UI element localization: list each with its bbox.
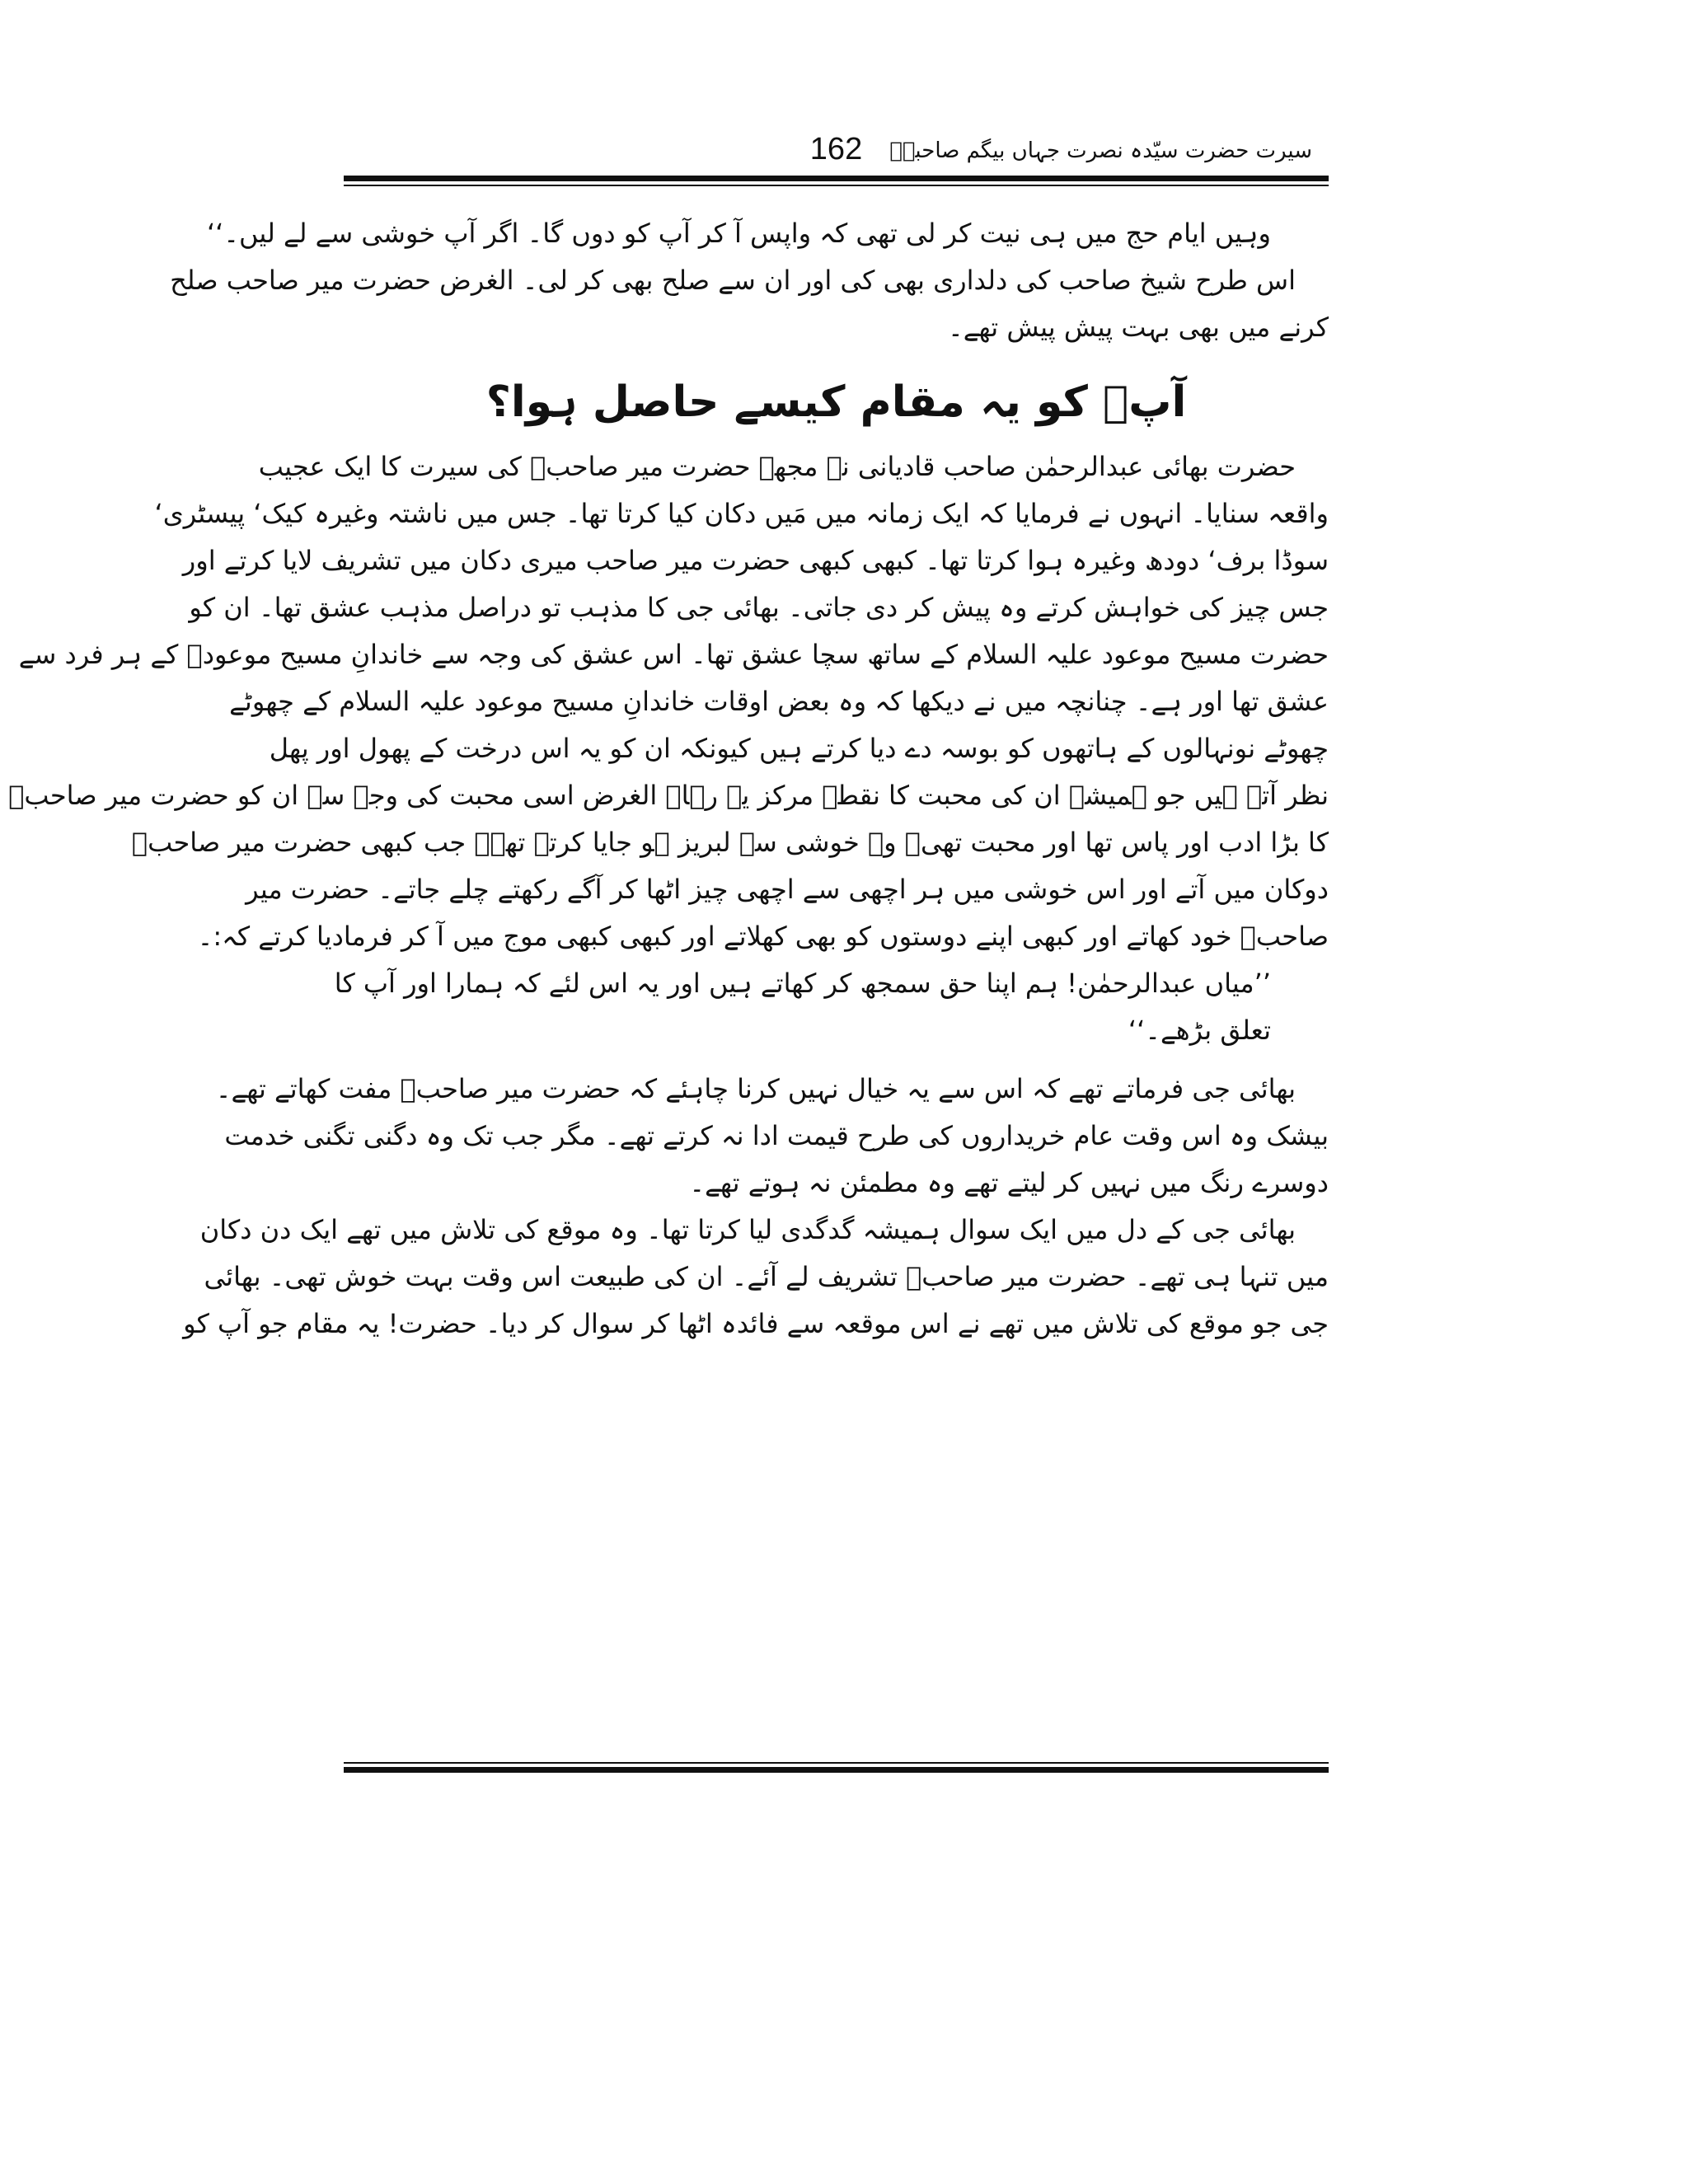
text-line: نظر آتے ہیں جو ہمیشہ ان کی محبت کا نقطہ مرکز یہ رہا۔ الغرض اسی محبت کی وجہ سے ان کو حضرت میر صاحبؓ [8,780,1329,811]
text-line: وہیں ایام حج میں ہی نیت کر لی تھی کہ واپس آ کر آپ کو دوں گا۔ اگر آپ خوشی سے لے لیں۔‘‘ [206,218,1271,249]
header-rule [344,176,1329,186]
text-line: بھائی جی کے دل میں ایک سوال ہمیشہ گدگدی لیا کرتا تھا۔ وہ موقع کی تلاش میں تھے ایک دن دکان [199,1214,1296,1245]
text-line: بھائی جی فرماتے تھے کہ اس سے یہ خیال نہیں کرنا چاہئے کہ حضرت میر صاحبؓ مفت کھاتے تھے۔ [215,1073,1296,1104]
text-line: حضرت مسیح موعود علیہ السلام کے ساتھ سچا عشق تھا۔ اس عشق کی وجہ سے خاندانِ مسیح موعودؑ کے ہر فرد سے [18,639,1329,670]
text-line: جس چیز کی خواہش کرتے وہ پیش کر دی جاتی۔ بھائی جی کا مذہب تو دراصل مذہب عشق تھا۔ ان کو [189,592,1329,623]
text-line: دوکان میں آتے اور اس خوشی میں ہر اچھی سے اچھی چیز اٹھا کر آگے رکھتے چلے جاتے۔ حضرت میر [246,874,1329,905]
page-body [8,210,1329,1347]
text-line: عشق تھا اور ہے۔ چنانچہ میں نے دیکھا کہ وہ بعض اوقات خاندانِ مسیح موعود علیہ السلام کے چھوٹے [229,686,1329,717]
text-line: جی جو موقع کی تلاش میں تھے نے اس موقعہ سے فائدہ اٹھا کر سوال کر دیا۔ حضرت! یہ مقام جو آپ کو [183,1308,1329,1339]
text-line: دوسرے رنگ میں نہیں کر لیتے تھے وہ مطمئن نہ ہوتے تھے۔ [689,1167,1329,1198]
text-line: کرنے میں بھی بہت پیش پیش تھے۔ [947,312,1329,343]
text-line: بیشک وہ اس وقت عام خریداروں کی طرح قیمت ادا نہ کرتے تھے۔ مگر جب تک وہ دگنی تگنی خدمت [224,1120,1329,1151]
text-line: میں تنہا ہی تھے۔ حضرت میر صاحبؓ تشریف لے آئے۔ ان کی طبیعت اس وقت بہت خوش تھی۔ بھائی [204,1261,1329,1292]
text-line: حضرت بھائی عبدالرحمٰن صاحب قادیانی نے مجھے حضرت میر صاحبؓ کی سیرت کا ایک عجیب [258,451,1296,482]
quote-line: تعلق بڑھے۔‘‘ [1128,1015,1271,1046]
section-heading: آپؓ کو یہ مقام کیسے حاصل ہوا؟ [485,377,1187,427]
text-line: صاحبؓ خود کھاتے اور کبھی اپنے دوستوں کو بھی کھلاتے اور کبھی کبھی موج میں آ کر فرمادیا کرتے کہ:۔ [197,921,1329,952]
text-line: اس طرح شیخ صاحب کی دلداری بھی کی اور ان سے صلح بھی کر لی۔ الغرض حضرت میر صاحب صلح [170,265,1296,296]
quote-line: ’’میاں عبدالرحمٰن! ہم اپنا حق سمجھ کر کھاتے ہیں اور یہ اس لئے کہ ہمارا اور آپ کا [334,968,1271,999]
text-line: چھوٹے نونہالوں کے ہاتھوں کو بوسہ دے دیا کرتے ہیں کیونکہ ان کو یہ اس درخت کے پھول اور پھل [269,733,1329,764]
running-title: سیرت حضرت سیّدہ نصرت جہاں بیگم صاحبہؓ [889,138,1312,163]
text-line: واقعہ سنایا۔ انہوں نے فرمایا کہ ایک زمانہ میں مَیں دکان کیا کرتا تھا۔ جس میں ناشتہ وغیرہ کیک‘ پیسٹری‘ [154,498,1329,529]
page-number: 162 [809,132,863,166]
text-line: کا بڑا ادب اور پاس تھا اور محبت تھی۔ وہ خوشی سے لبریز ہو جایا کرتے تھے۔ جب کبھی حضرت میر صاحبؓ [131,827,1329,858]
text-line: سوڈا برف‘ دودھ وغیرہ ہوا کرتا تھا۔ کبھی کبھی حضرت میر صاحب میری دکان میں تشریف لایا کرتے اور [182,545,1329,576]
footer-rule [344,1762,1329,1773]
page-header [344,132,1329,173]
